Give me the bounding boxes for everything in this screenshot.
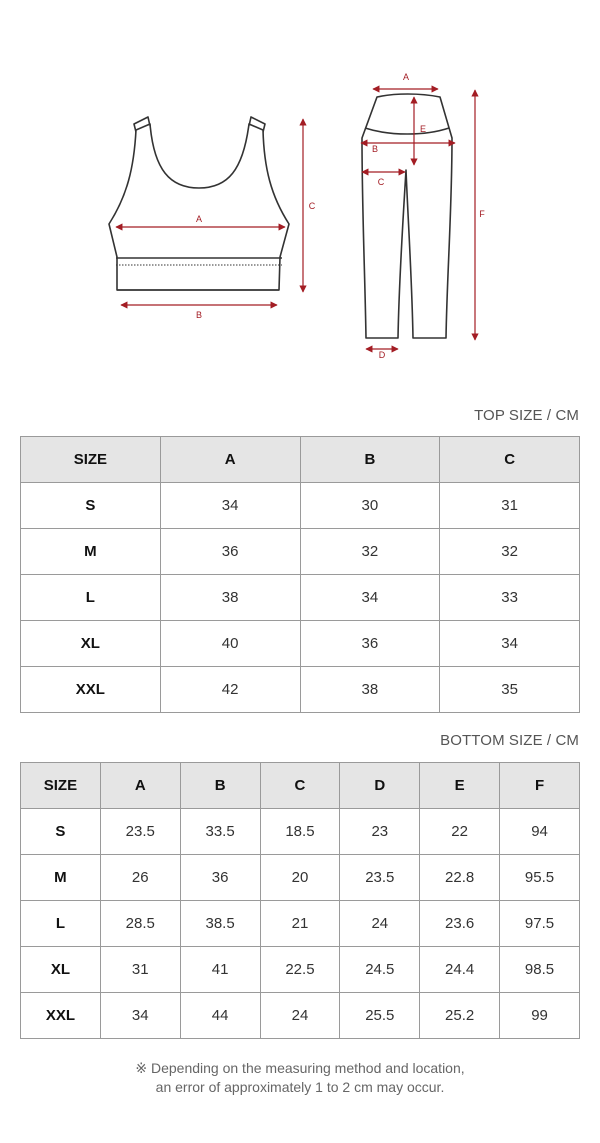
table-row [21, 947, 580, 993]
header-cell: E [420, 763, 500, 809]
value-cell: 26 [100, 855, 180, 901]
size-cell: L [21, 901, 101, 947]
bottom-label-d: D [378, 350, 386, 360]
value-cell: 36 [160, 529, 300, 575]
value-cell: 34 [100, 993, 180, 1039]
bottom-size-table [20, 762, 580, 1039]
value-cell: 21 [260, 901, 340, 947]
value-cell: 23.5 [100, 809, 180, 855]
value-cell: 34 [160, 483, 300, 529]
top-size-caption: TOP SIZE / CM [474, 407, 579, 424]
value-cell: 34 [300, 575, 440, 621]
table-row [21, 667, 580, 713]
value-cell: 20 [260, 855, 340, 901]
header-cell: A [100, 763, 180, 809]
header-cell: B [300, 437, 440, 483]
size-cell: L [21, 575, 161, 621]
header-cell: C [440, 437, 580, 483]
size-cell: XXL [21, 993, 101, 1039]
value-cell: 23.5 [340, 855, 420, 901]
size-cell: XXL [21, 667, 161, 713]
value-cell: 22 [420, 809, 500, 855]
bottom-label-a: A [402, 72, 410, 82]
size-cell: M [21, 855, 101, 901]
value-cell: 40 [160, 621, 300, 667]
value-cell: 35 [440, 667, 580, 713]
top-label-c: C [308, 201, 316, 211]
value-cell: 97.5 [500, 901, 580, 947]
value-cell: 99 [500, 993, 580, 1039]
size-cell: S [21, 809, 101, 855]
top-label-b: B [195, 310, 203, 320]
value-cell: 28.5 [100, 901, 180, 947]
value-cell: 38 [160, 575, 300, 621]
value-cell: 36 [300, 621, 440, 667]
size-cell: XL [21, 947, 101, 993]
table-row [21, 993, 580, 1039]
bottom-garment-illustration [362, 94, 452, 338]
value-cell: 42 [160, 667, 300, 713]
value-cell: 25.5 [340, 993, 420, 1039]
top-size-table [20, 436, 580, 713]
value-cell: 23.6 [420, 901, 500, 947]
table-row [21, 809, 580, 855]
header-cell: A [160, 437, 300, 483]
value-cell: 25.2 [420, 993, 500, 1039]
value-cell: 34 [440, 621, 580, 667]
header-cell: F [500, 763, 580, 809]
value-cell: 24.4 [420, 947, 500, 993]
table-row [21, 483, 580, 529]
value-cell: 36 [180, 855, 260, 901]
top-label-a: A [195, 214, 203, 224]
value-cell: 24 [260, 993, 340, 1039]
value-cell: 24 [340, 901, 420, 947]
table-row [21, 855, 580, 901]
value-cell: 30 [300, 483, 440, 529]
bottom-label-c: C [377, 177, 385, 187]
table-row [21, 575, 580, 621]
bottom-label-f: F [479, 209, 485, 219]
value-cell: 32 [440, 529, 580, 575]
value-cell: 22.5 [260, 947, 340, 993]
header-cell: SIZE [21, 437, 161, 483]
measurement-note [0, 1059, 600, 1097]
table-row [21, 621, 580, 667]
table-row [21, 529, 580, 575]
value-cell: 18.5 [260, 809, 340, 855]
size-cell: S [21, 483, 161, 529]
value-cell: 33.5 [180, 809, 260, 855]
header-cell: B [180, 763, 260, 809]
value-cell: 38 [300, 667, 440, 713]
size-cell: M [21, 529, 161, 575]
measurement-diagram [0, 0, 600, 380]
header-cell: SIZE [21, 763, 101, 809]
table-header-row [21, 437, 580, 483]
value-cell: 22.8 [420, 855, 500, 901]
header-cell: D [340, 763, 420, 809]
value-cell: 31 [440, 483, 580, 529]
header-cell: C [260, 763, 340, 809]
value-cell: 44 [180, 993, 260, 1039]
value-cell: 41 [180, 947, 260, 993]
value-cell: 95.5 [500, 855, 580, 901]
bottom-label-b: B [371, 144, 379, 154]
note-line-2: an error of approximately 1 to 2 cm may occur. [155, 1079, 445, 1095]
value-cell: 23 [340, 809, 420, 855]
value-cell: 24.5 [340, 947, 420, 993]
top-garment-illustration [109, 117, 289, 290]
bottom-label-e: E [419, 124, 427, 134]
value-cell: 33 [440, 575, 580, 621]
value-cell: 31 [100, 947, 180, 993]
value-cell: 98.5 [500, 947, 580, 993]
table-header-row [21, 763, 580, 809]
bottom-size-caption: BOTTOM SIZE / CM [440, 732, 579, 749]
size-cell: XL [21, 621, 161, 667]
value-cell: 38.5 [180, 901, 260, 947]
note-line-1: ※ Depending on the measuring method and location, [135, 1060, 465, 1076]
value-cell: 94 [500, 809, 580, 855]
table-row [21, 901, 580, 947]
value-cell: 32 [300, 529, 440, 575]
